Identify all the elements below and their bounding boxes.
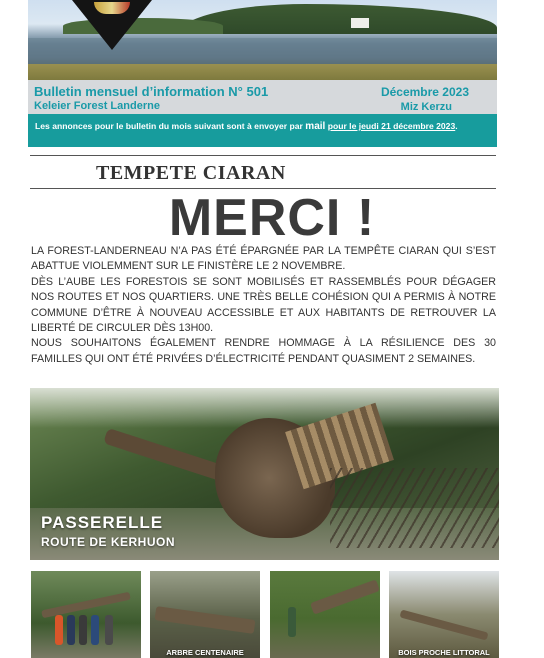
notice-text [35, 120, 485, 133]
thumb-trunk [41, 592, 131, 619]
notice-end: . [455, 121, 458, 131]
bulletin-title: Bulletin mensuel d’information N° 501 [34, 84, 269, 99]
article-headline: MERCI ! [168, 189, 376, 247]
thumb-person [105, 615, 113, 645]
thumbnail-arbre-centenaire [150, 571, 260, 658]
main-photo-sublabel: ROUTE DE KERHUON [41, 535, 176, 549]
banner-treeline [178, 4, 497, 34]
thumb-person [67, 615, 75, 645]
notice-mail-word: mail [305, 121, 326, 132]
thumb-trunk [155, 606, 256, 634]
thumb-trunk [310, 579, 380, 614]
section-title: TEMPETE CIARAN [96, 162, 286, 184]
main-photo-label: PASSERELLE [41, 513, 164, 532]
banner-house [351, 18, 369, 28]
notice-text-before: Les annonces pour le bulletin du mois suivant sont à envoyer par [35, 121, 306, 131]
thumbnail-volunteers [31, 571, 141, 658]
article-paragraph: LA FOREST-LANDERNEAU N’A PAS ÉTÉ ÉPARGNÉE PAR LA TEMPÊTE CIARAN QUI S’EST ABATTUE VIOLEMMENT SUR LE FINISTÈRE LE 2 NOVEMBRE. [31, 245, 496, 273]
thumb-person [55, 615, 63, 645]
bulletin-date: Décembre 2023 [380, 85, 469, 99]
main-photo-fallen-tree [30, 388, 499, 560]
thumbnail-bois-littoral [389, 571, 499, 658]
bulletin-info-bar [28, 80, 497, 114]
thumbnail-caption: ARBRE CENTENAIRE [166, 648, 244, 657]
photo-branches [330, 468, 499, 548]
submission-notice [28, 114, 497, 147]
thumb-person [91, 615, 99, 645]
article-body [31, 244, 496, 367]
thumb-person [288, 607, 296, 637]
bulletin-subtitle: Keleier Forest Landerne [34, 100, 160, 112]
bulletin-author: Miz Kerzu [400, 101, 452, 113]
article-paragraph: DÈS L’AUBE LES FORESTOIS SE SONT MOBILISÉS ET RASSEMBLÉS POUR DÉGAGER NOS ROUTES ET NOS QUARTIERS. UNE TRÈS BELLE COHÉSION QUI A PERMIS À NOTRE COMMUNE D’ÊTRE À NOUVEAU ACCESSIBLE ET AUX HABITANTS DE RETROUVER LA LIBERTÉ DE CIRCULER DÈS 13H00. [31, 275, 496, 335]
thumb-person [79, 615, 87, 645]
thumb-trunk [399, 609, 488, 640]
banner-shore [28, 64, 497, 80]
thumbnail-chainsaw-worker [270, 571, 380, 658]
header-banner-photo [28, 0, 497, 80]
article-paragraph: NOUS SOUHAITONS ÉGALEMENT RENDRE HOMMAGE À LA RÉSILIENCE DES 30 FAMILLES QUI ONT ÉTÉ PRIVÉES D’ÉLECTRICITÉ PENDANT QUASIMENT 2 SEMAINES. [31, 337, 496, 365]
thumbnail-caption: BOIS PROCHE LITTORAL [398, 648, 490, 657]
divider-top [30, 155, 496, 156]
notice-deadline-link[interactable]: pour le jeudi 21 décembre 2023 [327, 121, 456, 131]
